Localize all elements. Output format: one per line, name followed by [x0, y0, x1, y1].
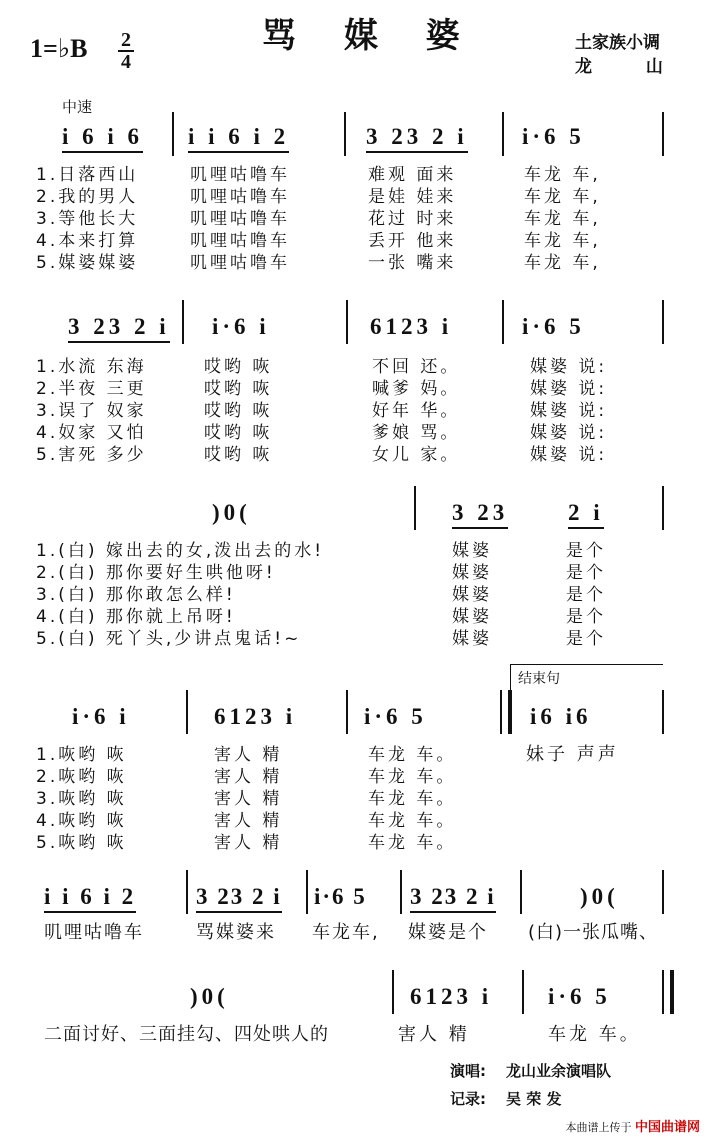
lyric-verse-4: 车龙 车,: [524, 231, 601, 251]
lyric-verse-5: 5.害死 多少: [36, 445, 147, 465]
barline: [520, 870, 522, 914]
lyric-verse-2: 喊爹 妈。: [372, 379, 461, 399]
lyric-verse-5: 是个: [566, 629, 606, 649]
lyric-verse-2: 哎哟 咴: [204, 379, 273, 399]
measure-notes: 6123 i: [370, 314, 453, 339]
lyric-verse-1: 媒婆 说:: [530, 357, 608, 377]
song-author: 龙 山: [575, 57, 687, 77]
measure-notes: i 6 i 6: [62, 124, 143, 153]
time-sig-bottom: 4: [121, 51, 131, 73]
recorder-name: 吴 荣 发: [506, 1090, 562, 1108]
upload-footer: [565, 1116, 700, 1135]
lyric-verse-4: 4.奴家 又怕: [36, 423, 147, 443]
lyric-verse-2: 媒婆: [452, 563, 492, 583]
lyric-verse-4: 丢开 他来: [368, 231, 457, 251]
measure-notes: 6123 i: [410, 984, 493, 1009]
lyric-verse-2: 叽哩咕噜车: [190, 187, 290, 207]
time-signature: [118, 30, 134, 72]
lyric-verse-1: 哎哟 咴: [204, 357, 273, 377]
lyric-verse-5: 车龙 车。: [368, 833, 457, 853]
lyric-verse-2: 车龙 车。: [368, 767, 457, 787]
lyric-verse-3: 好年 华。: [372, 401, 461, 421]
lyric-verse-2: 2.半夜 三更: [36, 379, 147, 399]
measure-notes: 6123 i: [214, 704, 297, 729]
measure-notes: i·6 5: [522, 314, 585, 339]
lyric-verse-1: 车龙 车,: [524, 165, 601, 185]
lyric-verse-1: 车龙 车。: [368, 745, 457, 765]
barline: [662, 870, 664, 914]
ending-lyric: 骂媒婆来: [196, 922, 276, 943]
spoken-rest-mark: )0(: [580, 884, 619, 909]
measure-notes: 3 23: [452, 500, 508, 529]
measure-notes: i·6 i: [212, 314, 270, 339]
measure-notes: 3 23 2 i: [366, 124, 468, 153]
barline: [186, 870, 188, 914]
barline: [662, 300, 664, 344]
spoken-line-5: 5.(白) 死丫头,少讲点鬼话!~: [36, 629, 302, 649]
spoken-line-4: 4.(白) 那你就上吊呀!: [36, 607, 236, 627]
recorder-label: 记录:: [450, 1090, 486, 1108]
song-source: 土家族小调: [575, 33, 660, 53]
final-barline: [662, 970, 674, 1014]
lyric-verse-3: 是个: [566, 585, 606, 605]
lyric-verse-1: 是个: [566, 541, 606, 561]
lyric-verse-4: 哎哟 咴: [204, 423, 273, 443]
spoken-rest-mark: )0(: [190, 984, 229, 1009]
lyric-verse-2: 2.我的男人: [36, 187, 139, 207]
lyric-verse-4: 车龙 车。: [368, 811, 457, 831]
lyric-verse-1: 叽哩咕噜车: [190, 165, 290, 185]
ending-lyric: 害人 精: [398, 1024, 470, 1045]
lyric-verse-3: 3.咴哟 咴: [36, 789, 127, 809]
lyric-verse-4: 媒婆: [452, 607, 492, 627]
barline: [392, 970, 394, 1014]
lyric-verse-1: 1.水流 东海: [36, 357, 147, 377]
measure-notes: i·6 5: [314, 884, 367, 909]
lyric-verse-5: 媒婆 说:: [530, 445, 608, 465]
barline: [346, 690, 348, 734]
barline: [414, 486, 416, 530]
lyric-verse-2: 害人 精: [214, 767, 283, 787]
footer-text: 本曲谱上传于: [565, 1121, 632, 1134]
ending-label: 结束句: [518, 671, 560, 687]
spoken-rest-mark: )0(: [212, 500, 251, 525]
lyric-verse-4: 爹娘 骂。: [372, 423, 461, 443]
singer-label: 演唱:: [450, 1062, 486, 1080]
ending-lyric: 车龙车,: [312, 922, 380, 943]
lyric-verse-5: 一张 嘴来: [368, 253, 457, 273]
lyric-verse-3: 车龙 车。: [368, 789, 457, 809]
lyric-verse-2: 是个: [566, 563, 606, 583]
lyric-verse-5: 5.咴哟 咴: [36, 833, 127, 853]
spoken-line-2: 2.(白) 那你要好生哄他呀!: [36, 563, 276, 583]
measure-notes: i·6 5: [364, 704, 427, 729]
measure-notes: 3 23 2 i: [68, 314, 170, 343]
time-sig-top: 2: [121, 29, 131, 51]
lyric-verse-5: 媒婆: [452, 629, 492, 649]
lyric-verse-3: 3.误了 奴家: [36, 401, 147, 421]
lyric-verse-4: 4.咴哟 咴: [36, 811, 127, 831]
lyric-verse-4: 是个: [566, 607, 606, 627]
barline: [346, 300, 348, 344]
barline: [502, 300, 504, 344]
key-signature: 1=♭B: [30, 34, 88, 63]
lyric-verse-4: 媒婆 说:: [530, 423, 608, 443]
lyric-verse-2: 是娃 娃来: [368, 187, 457, 207]
lyric-verse-3: 哎哟 咴: [204, 401, 273, 421]
lyric-verse-5: 女儿 家。: [372, 445, 461, 465]
lyric-verse-3: 害人 精: [214, 789, 283, 809]
ending-spoken: 二面讨好、三面挂勾、四处哄人的: [44, 1024, 329, 1045]
measure-notes: i·6 5: [522, 124, 585, 149]
spoken-line-1: 1.(白) 嫁出去的女,泼出去的水!: [36, 541, 325, 561]
lyric-verse-2: 车龙 车,: [524, 187, 601, 207]
lyric-verse-1: 不回 还。: [372, 357, 461, 377]
measure-notes: i6 i6: [530, 704, 592, 729]
lyric-verse-2: 媒婆 说:: [530, 379, 608, 399]
barline: [186, 690, 188, 734]
measure-notes: i i 6 i 2: [188, 124, 289, 153]
lyric-verse-1: 1.日落西山: [36, 165, 139, 185]
site-logo[interactable]: 中国曲谱网: [634, 1120, 700, 1135]
barline: [662, 112, 664, 156]
lyric-verse-3: 媒婆 说:: [530, 401, 608, 421]
measure-notes: i·6 5: [548, 984, 611, 1009]
barline: [172, 112, 174, 156]
barline: [182, 300, 184, 344]
lyric-verse-5: 5.媒婆媒婆: [36, 253, 139, 273]
barline: [662, 690, 664, 734]
lyric-verse-5: 哎哟 咴: [204, 445, 273, 465]
spoken-line-3: 3.(白) 那你敢怎么样!: [36, 585, 236, 605]
barline: [502, 112, 504, 156]
lyric-verse-5: 叽哩咕噜车: [190, 253, 290, 273]
lyric-verse-4: 害人 精: [214, 811, 283, 831]
lyric-verse-3: 车龙 车,: [524, 209, 601, 229]
lyric-verse-1: 难观 面来: [368, 165, 457, 185]
ending-lyric: 叽哩咕噜车: [44, 922, 144, 943]
lyric-verse-1: 媒婆: [452, 541, 492, 561]
lyric-verse-4: 4.本来打算: [36, 231, 139, 251]
lyric-verse-3: 花过 时来: [368, 209, 457, 229]
barline: [662, 486, 664, 530]
barline: [400, 870, 402, 914]
lyric-verse-1: 害人 精: [214, 745, 283, 765]
measure-notes: 3 23 2 i: [196, 884, 282, 913]
singer-name: 龙山业余演唱队: [506, 1062, 612, 1080]
lyric-verse-5: 害人 精: [214, 833, 283, 853]
measure-notes: 3 23 2 i: [410, 884, 496, 913]
measure-notes: i i 6 i 2: [44, 884, 136, 913]
tempo-marking: 中速: [62, 98, 93, 116]
measure-notes: 2 i: [568, 500, 604, 529]
page-title: 骂 媒 婆: [262, 16, 478, 56]
lyric-verse-3: 3.等他长大: [36, 209, 139, 229]
lyric-verse-2: 2.咴哟 咴: [36, 767, 127, 787]
barline: [522, 970, 524, 1014]
lyric-verse-5: 车龙 车,: [524, 253, 601, 273]
ending-spoken: (白)一张瓜嘴、: [528, 922, 659, 943]
measure-notes: i·6 i: [72, 704, 130, 729]
lyric-verse-3: 叽哩咕噜车: [190, 209, 290, 229]
repeat-barline: [500, 690, 512, 734]
lyric-verse-4: 叽哩咕噜车: [190, 231, 290, 251]
ending-lyric: 妹子 声声: [526, 744, 619, 765]
ending-lyric: 媒婆是个: [408, 922, 488, 943]
barline: [344, 112, 346, 156]
lyric-verse-3: 媒婆: [452, 585, 492, 605]
ending-lyric: 车龙 车。: [548, 1024, 641, 1045]
barline: [306, 870, 308, 914]
lyric-verse-1: 1.咴哟 咴: [36, 745, 127, 765]
